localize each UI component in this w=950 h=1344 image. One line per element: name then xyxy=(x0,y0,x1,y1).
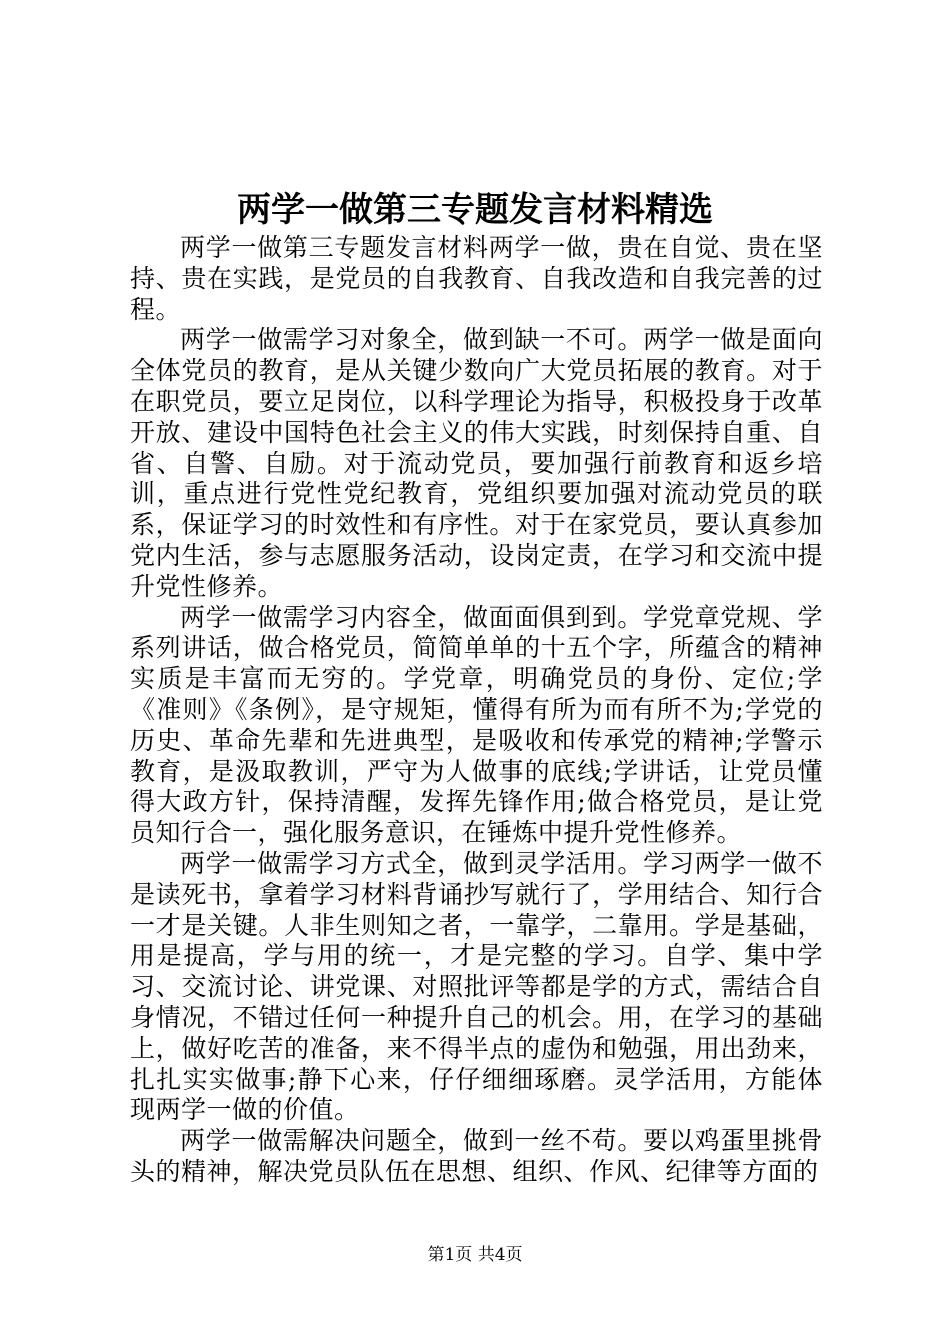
paragraph-2: 两学一做需学习对象全，做到缺一不可。两学一做是面向全体党员的教育，是从关键少数向广大党员拓展的教育。对于在职党员，要立足岗位，以科学理论为指导，积极投身于改革开放、建设中国特色社会主义的伟大实践，时刻保持自重、自省、自警、自励。对于流动党员，要加强行前教育和返乡培训，重点进行党性党纪教育，党组织要加强对流动党员的联系，保证学习的时效性和有序性。对于在家党员，要认真参加党内生活，参与志愿服务活动，设岗定责，在学习和交流中提升党性修养。 xyxy=(130,325,823,601)
document-body xyxy=(130,233,823,1188)
paragraph-1: 两学一做第三专题发言材料两学一做，贵在自觉、贵在坚持、贵在实践，是党员的自我教育、自我改造和自我完善的过程。 xyxy=(130,233,823,324)
page-footer: 第1页 共4页 xyxy=(427,1245,523,1265)
document-title: 两学一做第三专题发言材料精选 xyxy=(237,190,713,230)
paragraph-5: 两学一做需解决问题全，做到一丝不苟。要以鸡蛋里挑骨头的精神，解决党员队伍在思想、组织、作风、纪律等方面的 xyxy=(130,1126,823,1186)
paragraph-3: 两学一做需学习内容全，做面面俱到到。学党章党规、学系列讲话，做合格党员，简简单单的十五个字，所蕴含的精神实质是丰富而无穷的。学党章，明确党员的身份、定位;学《准则》《条例》，是守规矩，懂得有所为而有所不为;学党的历史、革命先辈和先进典型，是吸收和传承党的精神;学警示教育，是汲取教训，严守为人做事的底线;学讲话，让党员懂得大政方针，保持清醒，发挥先锋作用;做合格党员，是让党员知行合一，强化服务意识，在锤炼中提升党性修养。 xyxy=(130,602,823,848)
paragraph-4: 两学一做需学习方式全，做到灵学活用。学习两学一做不是读死书，拿着学习材料背诵抄写就行了，学用结合、知行合一才是关键。人非生则知之者，一靠学，二靠用。学是基础，用是提高，学与用的统一，才是完整的学习。自学、集中学习、交流讨论、讲党课、对照批评等都是学的方式，需结合自身情况，不错过任何一种提升自己的机会。用，在学习的基础上，做好吃苦的准备，来不得半点的虚伪和勉强，用出劲来，扎扎实实做事;静下心来，仔仔细细琢磨。灵学活用，方能体现两学一做的价值。 xyxy=(130,848,823,1125)
